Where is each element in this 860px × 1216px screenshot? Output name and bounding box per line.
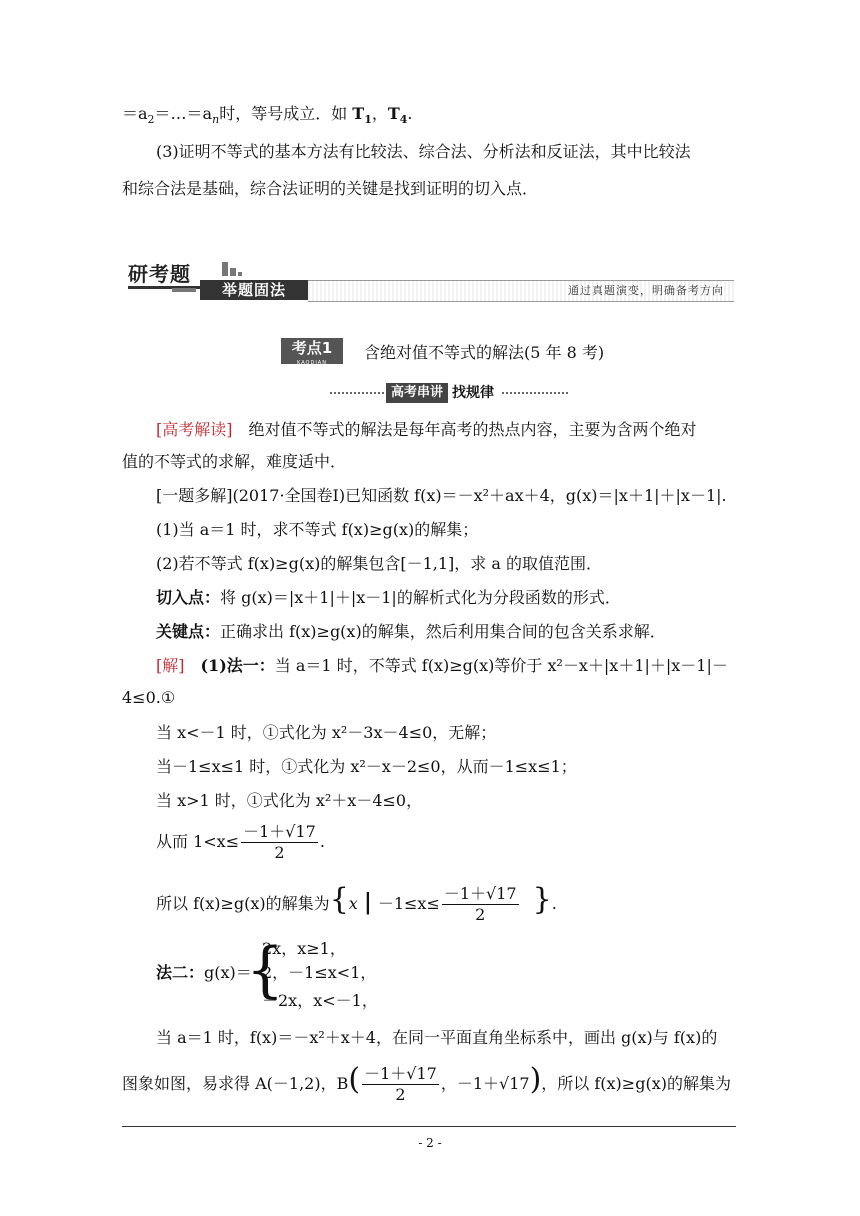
footer-rule bbox=[122, 1126, 736, 1127]
kaodian-badge-label: 考点1 bbox=[291, 339, 333, 357]
left-brace: { bbox=[329, 882, 349, 917]
entry-point: 切入点：将 g(x)＝|x＋1|＋|x－1|的解析式化为分段函数的形式． bbox=[156, 588, 621, 607]
reading-line2: 值的不等式的求解，难度适中． bbox=[122, 452, 347, 471]
key-point: 关键点：正确求出 f(x)≥g(x)的解集，然后利用集合间的包含关系求解． bbox=[156, 622, 666, 641]
case-2: 当－1≤x≤1 时，①式化为 x²－x－2≤0，从而－1≤x≤1； bbox=[156, 757, 577, 776]
banner-subtitle: 举题固法 bbox=[200, 280, 308, 300]
kaodian-badge bbox=[281, 338, 343, 364]
reading-label: [高考解读] bbox=[156, 420, 233, 439]
method2-label: 法二：g(x)＝ bbox=[156, 963, 252, 982]
solution-line1: [解] (1)法一：当 a＝1 时，不等式 f(x)≥g(x)等价于 x²－x＋|x＋1|＋|x－1|－ bbox=[156, 656, 728, 675]
solution-line2: 4≤0.① bbox=[122, 688, 176, 707]
case-3: 当 x>1 时，①式化为 x²＋x－4≤0， bbox=[156, 791, 423, 810]
kaodian-title: 含绝对值不等式的解法(5 年 8 考) bbox=[364, 343, 605, 362]
problem-q1: (1)当 a＝1 时，求不等式 f(x)≥g(x)的解集； bbox=[156, 520, 479, 539]
left-paren: ( bbox=[348, 1062, 361, 1097]
banner-title: 研考题 bbox=[128, 258, 218, 289]
continuation-line: $=a_2=\dots=a_n$时，等号成立．如 $T_1$，$T_4$. bbox=[122, 104, 413, 127]
dotted-rule bbox=[330, 392, 384, 394]
section-banner bbox=[128, 258, 734, 304]
banner-decor bbox=[222, 262, 228, 276]
problem-statement: [一题多解](2017·全国卷Ⅰ)已知函数 f(x)＝－x²＋ax＋4，g(x)＝|x＋1|＋|x－1|. bbox=[156, 486, 727, 505]
piece-3: －2x，x<－1， bbox=[262, 991, 378, 1010]
piece-1: 2x，x≥1， bbox=[262, 939, 346, 958]
banner-tagline: 通过真题演变，明确备考方向 bbox=[568, 284, 724, 297]
right-paren: ) bbox=[529, 1062, 542, 1097]
solution-set-line: 所以 f(x)≥g(x)的解集为{x | －1≤x≤ $\frac{-1+√17}{2}$ }. bbox=[156, 882, 557, 924]
page-number: - 2 - bbox=[418, 1136, 442, 1150]
banner-decor bbox=[172, 288, 196, 292]
graph-line1: 当 a＝1 时，f(x)＝－x²＋x＋4，在同一平面直角坐标系中，画出 g(x)与 f(x)的 bbox=[156, 1028, 718, 1047]
piecewise-brace: { bbox=[246, 935, 285, 1005]
set-bar: | bbox=[363, 889, 372, 915]
problem-q2: (2)若不等式 f(x)≥g(x)的解集包含[－1,1]，求 a 的取值范围． bbox=[156, 554, 602, 573]
reading-line1: [高考解读] 绝对值不等式的解法是每年高考的热点内容，主要为含两个绝对 bbox=[156, 420, 697, 439]
kaodian-badge-small: KAODIAN bbox=[297, 360, 327, 366]
gaokao-strip bbox=[330, 383, 568, 403]
right-brace: } bbox=[532, 882, 552, 917]
piece-2: 2，－1≤x<1， bbox=[262, 963, 377, 982]
banner-decor bbox=[238, 272, 242, 276]
gaokao-text: 找规律 bbox=[452, 385, 494, 401]
banner-decor bbox=[230, 268, 236, 276]
then-line: 从而 1<x≤ $\frac{-1+√17}{2}$ . bbox=[156, 822, 325, 862]
dotted-rule bbox=[502, 392, 568, 394]
fraction: $\frac{-1+√17}{2}$ bbox=[364, 1064, 437, 1104]
case-1: 当 x<－1 时，①式化为 x²－3x－4≤0，无解； bbox=[156, 723, 497, 742]
paragraph-3-line2: 和综合法是基础，综合法证明的关键是找到证明的切入点． bbox=[122, 179, 539, 198]
paragraph-3-line1: (3)证明不等式的基本方法有比较法、综合法、分析法和反证法，其中比较法 bbox=[156, 142, 691, 161]
graph-line2: 图象如图，易求得 A(－1,2)，B( $\frac{-1+√17}{2}$ ，－1＋√17)，所以 f(x)≥g(x)的解集为 bbox=[122, 1062, 731, 1104]
solution-label: [解] bbox=[156, 656, 185, 675]
fraction: $\frac{-1+√17}{2}$ bbox=[243, 822, 316, 862]
fraction: $\frac{-1+√17}{2}$ bbox=[443, 884, 517, 924]
gaokao-box: 高考串讲 bbox=[386, 383, 448, 403]
